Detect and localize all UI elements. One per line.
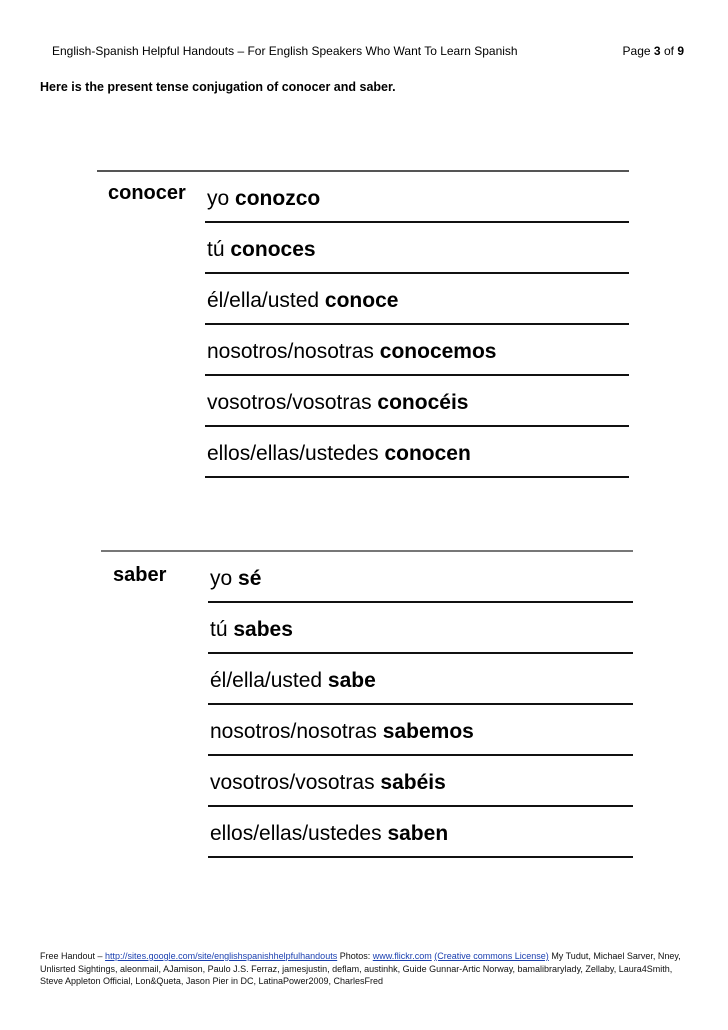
photos-label: Photos: [337,951,373,961]
page-total: 9 [677,44,684,58]
row-subject: ellos/ellas/ustedes [207,442,379,465]
page-current: 3 [653,44,661,58]
footer-credits [40,950,688,988]
conj-row-text [207,390,468,416]
conj-row-text [207,339,496,365]
row-form: conocen [384,442,471,465]
conj-row [205,427,629,478]
row-form: sabes [233,618,293,641]
row-subject: nosotros/nosotras [207,340,374,363]
page-number [623,42,684,60]
license-link[interactable]: (Creative commons License) [434,951,549,961]
row-form: conoces [230,238,316,261]
conj-row-text [207,441,471,467]
conj-row [208,807,633,858]
page-of: of [663,44,674,58]
row-form: conozco [235,187,321,210]
row-subject: ellos/ellas/ustedes [210,822,382,845]
conj-row [205,223,629,274]
conj-row-text [207,237,316,263]
row-subject: yo [207,187,230,210]
page-header [52,42,684,60]
row-subject: nosotros/nosotras [210,720,377,743]
conj-row-text [210,668,376,694]
row-form: sé [238,567,262,590]
conj-row-text [207,186,320,212]
intro-text: Here is the present tense conjugation of conocer and saber. [40,80,396,94]
verb-label-saber: saber [113,564,167,586]
row-subject: vosotros/vosotras [207,391,372,414]
site-link[interactable]: http://sites.google.com/site/englishspanishhelpfulhandouts [105,951,338,961]
row-form: sabéis [380,771,446,794]
conj-row [208,654,633,705]
flickr-link[interactable]: www.flickr.com [372,951,432,961]
conj-row [208,603,633,654]
conj-row [208,756,633,807]
row-form: conocemos [379,340,497,363]
conj-row [205,274,629,325]
footer-prefix: Free Handout – [40,951,106,961]
row-subject: él/ella/usted [207,289,320,312]
row-form: conocéis [377,391,469,414]
row-subject: vosotros/vosotras [210,771,375,794]
conj-row [205,376,629,427]
row-subject: él/ella/usted [210,669,323,692]
row-subject: tú [210,618,228,641]
row-form: conoce [324,289,399,312]
conj-row-text [210,719,474,745]
row-subject: yo [210,567,233,590]
photo-credits: My Tudut, Michael Sarver, Nney, Unlisrted Sightings, aleonmail, AJamison, Paulo J.S. Ferraz, jamesjustin, deflam, austinhk, Guide Gunnar-Artic Norway, bamalibrarylady, Zellaby, Laura4Smith, Steve Appleton Official, Lon&Queta, Jason Pier in DC, LatinaPower2009, CharlesFred [40,951,681,986]
row-form: sabemos [382,720,474,743]
conj-row-text [207,288,398,314]
verb-label-conocer: conocer [108,182,186,204]
conj-row-text [210,770,446,796]
header-title: English-Spanish Helpful Handouts – For English Speakers Who Want To Learn Spanish [52,44,518,58]
conj-row-text [210,566,261,592]
conj-row [208,552,633,603]
row-subject: tú [207,238,225,261]
row-form: saben [387,822,449,845]
page-prefix: Page [622,44,651,58]
row-form: sabe [327,669,376,692]
conj-row [205,325,629,376]
conj-row-text [210,821,448,847]
conj-row-text [210,617,293,643]
conj-row [208,705,633,756]
conj-row [205,172,629,223]
